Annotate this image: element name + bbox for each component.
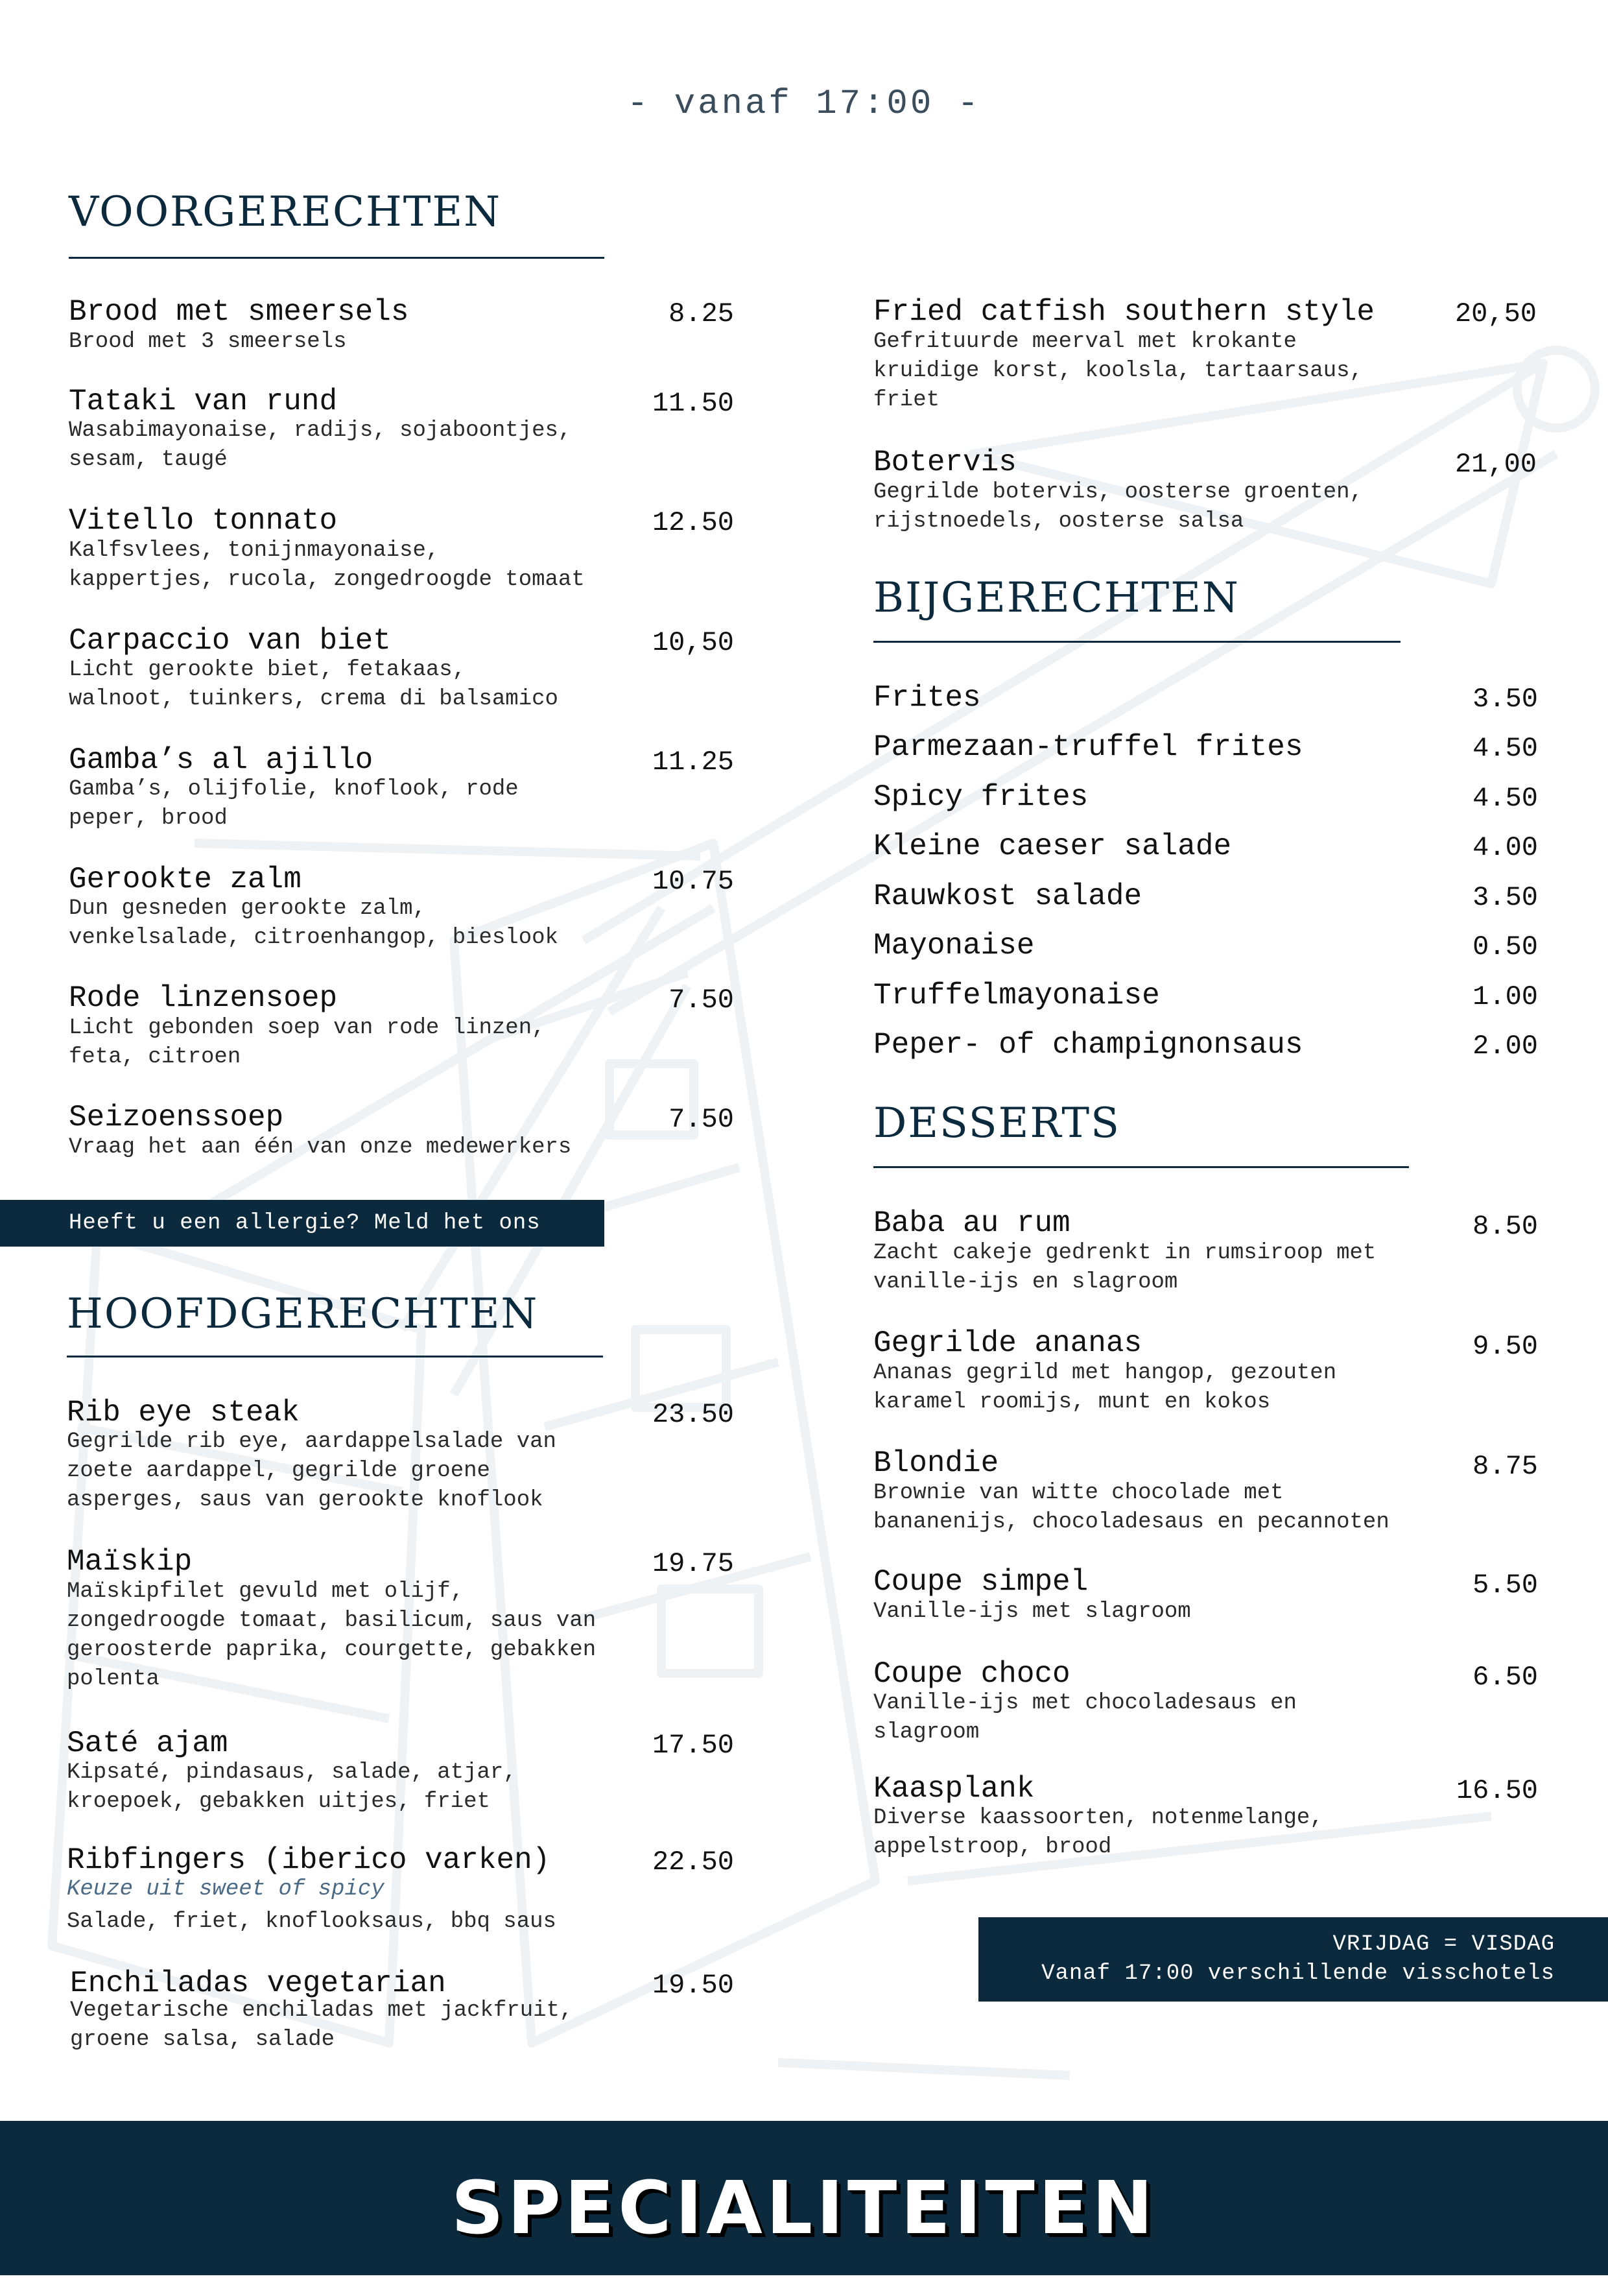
menu-item-description: rijstnoedels, oosterse salsa <box>873 509 1244 534</box>
menu-item-description: Vanille-ijs met slagroom <box>873 1599 1191 1624</box>
visdag-banner-line2: Vanaf 17:00 verschillende visschotels <box>1041 1961 1555 1986</box>
menu-item-description: Ananas gegrild met hangop, gezouten <box>873 1361 1337 1385</box>
menu-item-name: Gegrilde ananas <box>873 1326 1142 1360</box>
menu-item-price: 19.50 <box>652 1970 734 2001</box>
section-divider <box>873 641 1401 643</box>
menu-item-name: Vitello tonnato <box>69 504 338 538</box>
menu-item-price: 9.50 <box>1472 1331 1538 1362</box>
section-title-voorgerechten: VOORGERECHTEN <box>69 188 502 236</box>
menu-item-name: Maïskip <box>67 1545 193 1579</box>
side-dish-name: Frites <box>873 681 981 715</box>
opening-time-subtitle: - vanaf 17:00 - <box>626 84 982 124</box>
menu-item-description: kruidige korst, koolsla, tartaarsaus, <box>873 359 1363 383</box>
side-dish-price: 0.50 <box>1472 931 1538 963</box>
menu-item-description: Maïskipfilet gevuld met olijf, <box>67 1579 464 1604</box>
visdag-banner <box>978 1917 1608 2002</box>
menu-item-name: Tataki van rund <box>69 385 338 418</box>
menu-item-description: friet <box>873 388 940 413</box>
side-dish-name: Rauwkost salade <box>873 879 1142 913</box>
menu-item-price: 11.50 <box>652 388 734 419</box>
section-divider <box>873 1166 1409 1168</box>
menu-item-price: 8.25 <box>668 298 734 329</box>
menu-item-price: 22.50 <box>652 1847 734 1878</box>
menu-item-description: asperges, saus van gerookte knoflook <box>67 1488 543 1513</box>
menu-item-description: Gamba’s, olijfolie, knoflook, rode <box>69 777 519 802</box>
menu-item-description: Wasabimayonaise, radijs, sojaboontjes, <box>69 418 572 443</box>
side-dish-name: Kleine caeser salade <box>873 830 1232 863</box>
menu-item-price: 23.50 <box>652 1399 734 1430</box>
footer-banner <box>0 2121 1608 2275</box>
menu-item-description: appelstroop, brood <box>873 1835 1112 1860</box>
menu-item-name: Kaasplank <box>873 1772 1035 1806</box>
menu-item-description: venkelsalade, citroenhangop, bieslook <box>69 926 558 950</box>
menu-item-description: polenta <box>67 1667 160 1692</box>
menu-item-price: 20,50 <box>1454 298 1537 329</box>
menu-item-description: Diverse kaassoorten, notenmelange, <box>873 1806 1323 1830</box>
menu-item-price: 12.50 <box>652 507 734 538</box>
menu-item-description: karamel roomijs, munt en kokos <box>873 1390 1271 1415</box>
menu-item-description: zoete aardappel, gegrilde groene <box>67 1459 490 1483</box>
menu-item-description: Gegrilde rib eye, aardappelsalade van <box>67 1429 556 1454</box>
section-divider <box>69 257 604 259</box>
side-dish-name: Mayonaise <box>873 929 1035 963</box>
menu-item-description: vanille-ijs en slagroom <box>873 1270 1178 1295</box>
menu-item-name: Brood met smeersels <box>69 295 409 329</box>
menu-item-description: Gegrilde botervis, oosterse groenten, <box>873 480 1363 505</box>
menu-item-description: Licht gebonden soep van rode linzen, <box>69 1016 545 1040</box>
menu-item-name: Seizoenssoep <box>69 1101 284 1134</box>
menu-item-price: 10.75 <box>652 866 734 897</box>
menu-item-price: 5.50 <box>1472 1570 1538 1601</box>
menu-item-name: Blondie <box>873 1446 999 1480</box>
menu-item-price: 21,00 <box>1454 449 1537 480</box>
menu-item-note: Keuze uit sweet of spicy <box>67 1877 384 1902</box>
menu-item-price: 19.75 <box>652 1548 734 1579</box>
side-dish-name: Spicy frites <box>873 780 1089 814</box>
menu-item-description: bananenijs, chocoladesaus en pecannoten <box>873 1510 1389 1535</box>
menu-item-price: 17.50 <box>652 1730 734 1761</box>
menu-item-price: 16.50 <box>1456 1775 1538 1806</box>
side-dish-price: 4.50 <box>1472 733 1538 764</box>
side-dish-name: Peper- of champignonsaus <box>873 1028 1303 1062</box>
menu-item-name: Botervis <box>873 446 1017 479</box>
menu-item-description: Brood met 3 smeersels <box>69 329 347 354</box>
menu-item-name: Gerookte zalm <box>69 863 302 896</box>
menu-item-description: Salade, friet, knoflooksaus, bbq saus <box>67 1909 556 1934</box>
menu-item-description: zongedroogde tomaat, basilicum, saus van <box>67 1608 597 1633</box>
menu-item-name: Ribfingers (iberico varken) <box>67 1843 550 1877</box>
menu-item-description: sesam, taugé <box>69 448 228 472</box>
menu-item-price: 8.50 <box>1472 1211 1538 1242</box>
menu-item-description: Vanille-ijs met chocoladesaus en <box>873 1691 1297 1716</box>
menu-item-description: Dun gesneden gerookte zalm, <box>69 896 426 921</box>
menu-item-name: Rib eye steak <box>67 1396 300 1429</box>
menu-item-description: groene salsa, salade <box>70 2027 335 2052</box>
menu-item-name: Saté ajam <box>67 1727 228 1760</box>
menu-item-description: geroosterde paprika, courgette, gebakken <box>67 1638 597 1662</box>
menu-item-description: Vegetarische enchiladas met jackfruit, <box>70 1998 573 2023</box>
menu-item-description: peper, brood <box>69 806 228 831</box>
menu-item-description: Brownie van witte chocolade met <box>873 1481 1284 1505</box>
menu-item-description: kappertjes, rucola, zongedroogde tomaat <box>69 568 585 592</box>
side-dish-name: Parmezaan-truffel frites <box>873 730 1303 764</box>
menu-item-price: 7.50 <box>668 1104 734 1135</box>
menu-item-description: walnoot, tuinkers, crema di balsamico <box>69 687 558 712</box>
menu-item-description: feta, citroen <box>69 1045 241 1070</box>
menu-item-description: Licht gerookte biet, fetakaas, <box>69 658 466 682</box>
menu-item-price: 8.75 <box>1472 1451 1538 1482</box>
menu-item-description: Kalfsvlees, tonijnmayonaise, <box>69 538 440 563</box>
menu-item-name: Carpaccio van biet <box>69 624 391 658</box>
menu-item-description: kroepoek, gebakken uitjes, friet <box>67 1789 490 1814</box>
side-dish-price: 3.50 <box>1472 882 1538 913</box>
menu-item-name: Gamba’s al ajillo <box>69 743 373 777</box>
side-dish-price: 3.50 <box>1472 684 1538 715</box>
menu-item-name: Rode linzensoep <box>69 981 338 1015</box>
section-title-desserts: DESSERTS <box>873 1099 1120 1147</box>
side-dish-name: Truffelmayonaise <box>873 979 1160 1012</box>
menu-item-name: Fried catfish southern style <box>873 295 1375 329</box>
visdag-banner-line1: VRIJDAG = VISDAG <box>1332 1932 1555 1957</box>
menu-item-name: Baba au rum <box>873 1206 1070 1240</box>
menu-item-price: 6.50 <box>1472 1662 1538 1693</box>
menu-item-name: Enchiladas vegetarian <box>70 1967 446 2000</box>
menu-item-name: Coupe choco <box>873 1657 1070 1691</box>
side-dish-price: 4.00 <box>1472 832 1538 863</box>
section-title-bijgerechten: BIJGERECHTEN <box>873 574 1240 622</box>
menu-item-price: 10,50 <box>652 627 734 658</box>
section-title-hoofdgerechten: HOOFDGERECHTEN <box>67 1290 539 1338</box>
menu-item-description: Gefrituurde meerval met krokante <box>873 329 1297 354</box>
menu-item-description: Vraag het aan één van onze medewerkers <box>69 1135 572 1160</box>
footer-title: SPECIALITEITEN <box>451 2166 1157 2251</box>
menu-item-price: 7.50 <box>668 985 734 1016</box>
menu-item-description: Zacht cakeje gedrenkt in rumsiroop met <box>873 1241 1377 1265</box>
menu-item-description: Kipsaté, pindasaus, salade, atjar, <box>67 1760 517 1785</box>
side-dish-price: 1.00 <box>1472 981 1538 1012</box>
menu-item-name: Coupe simpel <box>873 1565 1089 1599</box>
menu-item-price: 11.25 <box>652 747 734 778</box>
side-dish-price: 4.50 <box>1472 783 1538 814</box>
allergy-banner: Heeft u een allergie? Meld het ons <box>0 1200 604 1247</box>
menu-item-description: slagroom <box>873 1720 980 1745</box>
section-divider <box>67 1356 603 1357</box>
side-dish-price: 2.00 <box>1472 1031 1538 1062</box>
